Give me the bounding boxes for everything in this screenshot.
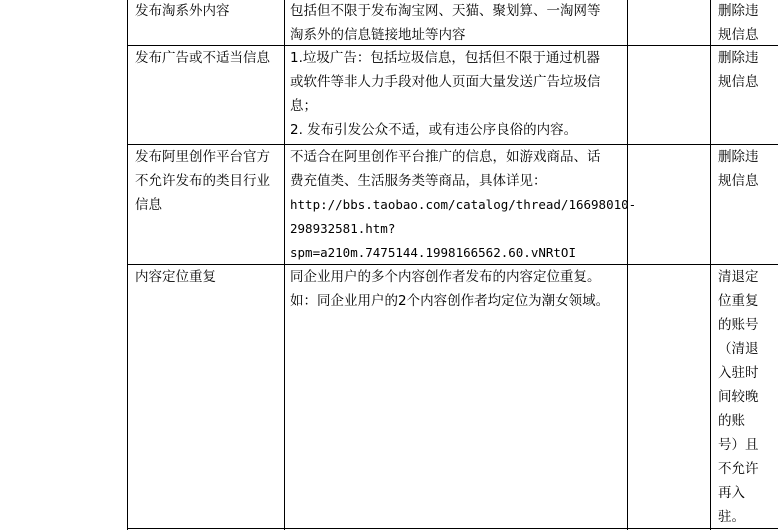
action-text: 规信息 [718,173,759,189]
category-text: 信息 [135,197,162,213]
action-text: 再入 [718,485,745,501]
action-text: 间较晚 [718,389,759,405]
action-cell [718,145,759,193]
detail-url: http://bbs.taobao.com/catalog/thread/16698010- [290,197,637,212]
action-text: 删除违 [718,50,759,66]
action-text: 规信息 [718,74,759,90]
category-cell [135,145,270,217]
description-text: 不适合在阿里创作平台推广的信息，如游戏商品、话 [290,149,601,165]
action-text: 驻。 [718,509,745,525]
category-text: 发布阿里创作平台官方 [135,149,270,165]
action-cell [718,0,759,47]
action-text: （清退 [718,341,759,357]
description-text: 淘系外的信息链接地址等内容 [290,27,466,43]
action-cell [718,46,759,94]
description-text: 费充值类、生活服务类等商品，具体详见： [290,173,547,189]
description-cell [290,0,601,47]
action-text: 清退定 [718,269,759,285]
action-text: 入驻时 [718,365,759,381]
action-text: 删除违 [718,149,759,165]
column-border [627,0,628,530]
category-text: 发布广告或不适当信息 [135,50,270,66]
category-cell [135,46,270,70]
description-cell [290,265,609,313]
action-text: 的账号 [718,317,759,333]
column-border [127,0,128,530]
description-cell [290,46,601,142]
category-text: 发布淘系外内容 [135,3,230,19]
detail-url: spm=a210m.7475144.1998166562.60.vNRtOI [290,245,576,260]
action-text: 位重复 [718,293,759,309]
action-text: 不允许 [718,461,759,477]
description-text: 2. 发布引发公众不适，或有违公序良俗的内容。 [290,122,578,138]
action-text: 号）且 [718,437,759,453]
category-cell [135,0,230,23]
description-text: 息； [290,98,317,114]
description-text: 或软件等非人力手段对他人页面大量发送广告垃圾信 [290,74,601,90]
row-border [127,528,778,529]
description-text: 包括但不限于发布淘宝网、天猫、聚划算、一淘网等 [290,3,601,19]
description-cell [290,145,636,265]
category-cell [135,265,216,289]
column-border [284,0,285,530]
detail-url: 298932581.htm? [290,221,396,236]
action-text: 规信息 [718,27,759,43]
action-text: 删除违 [718,3,759,19]
action-text: 的账 [718,413,745,429]
action-cell [718,265,759,529]
column-border [710,0,711,530]
category-text: 内容定位重复 [135,269,216,285]
category-text: 不允许发布的类目行业 [135,173,270,189]
description-text: 如：同企业用户的2个内容创作者均定位为潮女领域。 [290,293,610,309]
description-text: 同企业用户的多个内容创作者发布的内容定位重复。 [290,269,601,285]
description-text: 1.垃圾广告：包括垃圾信息，包括但不限于通过机器 [290,50,600,66]
